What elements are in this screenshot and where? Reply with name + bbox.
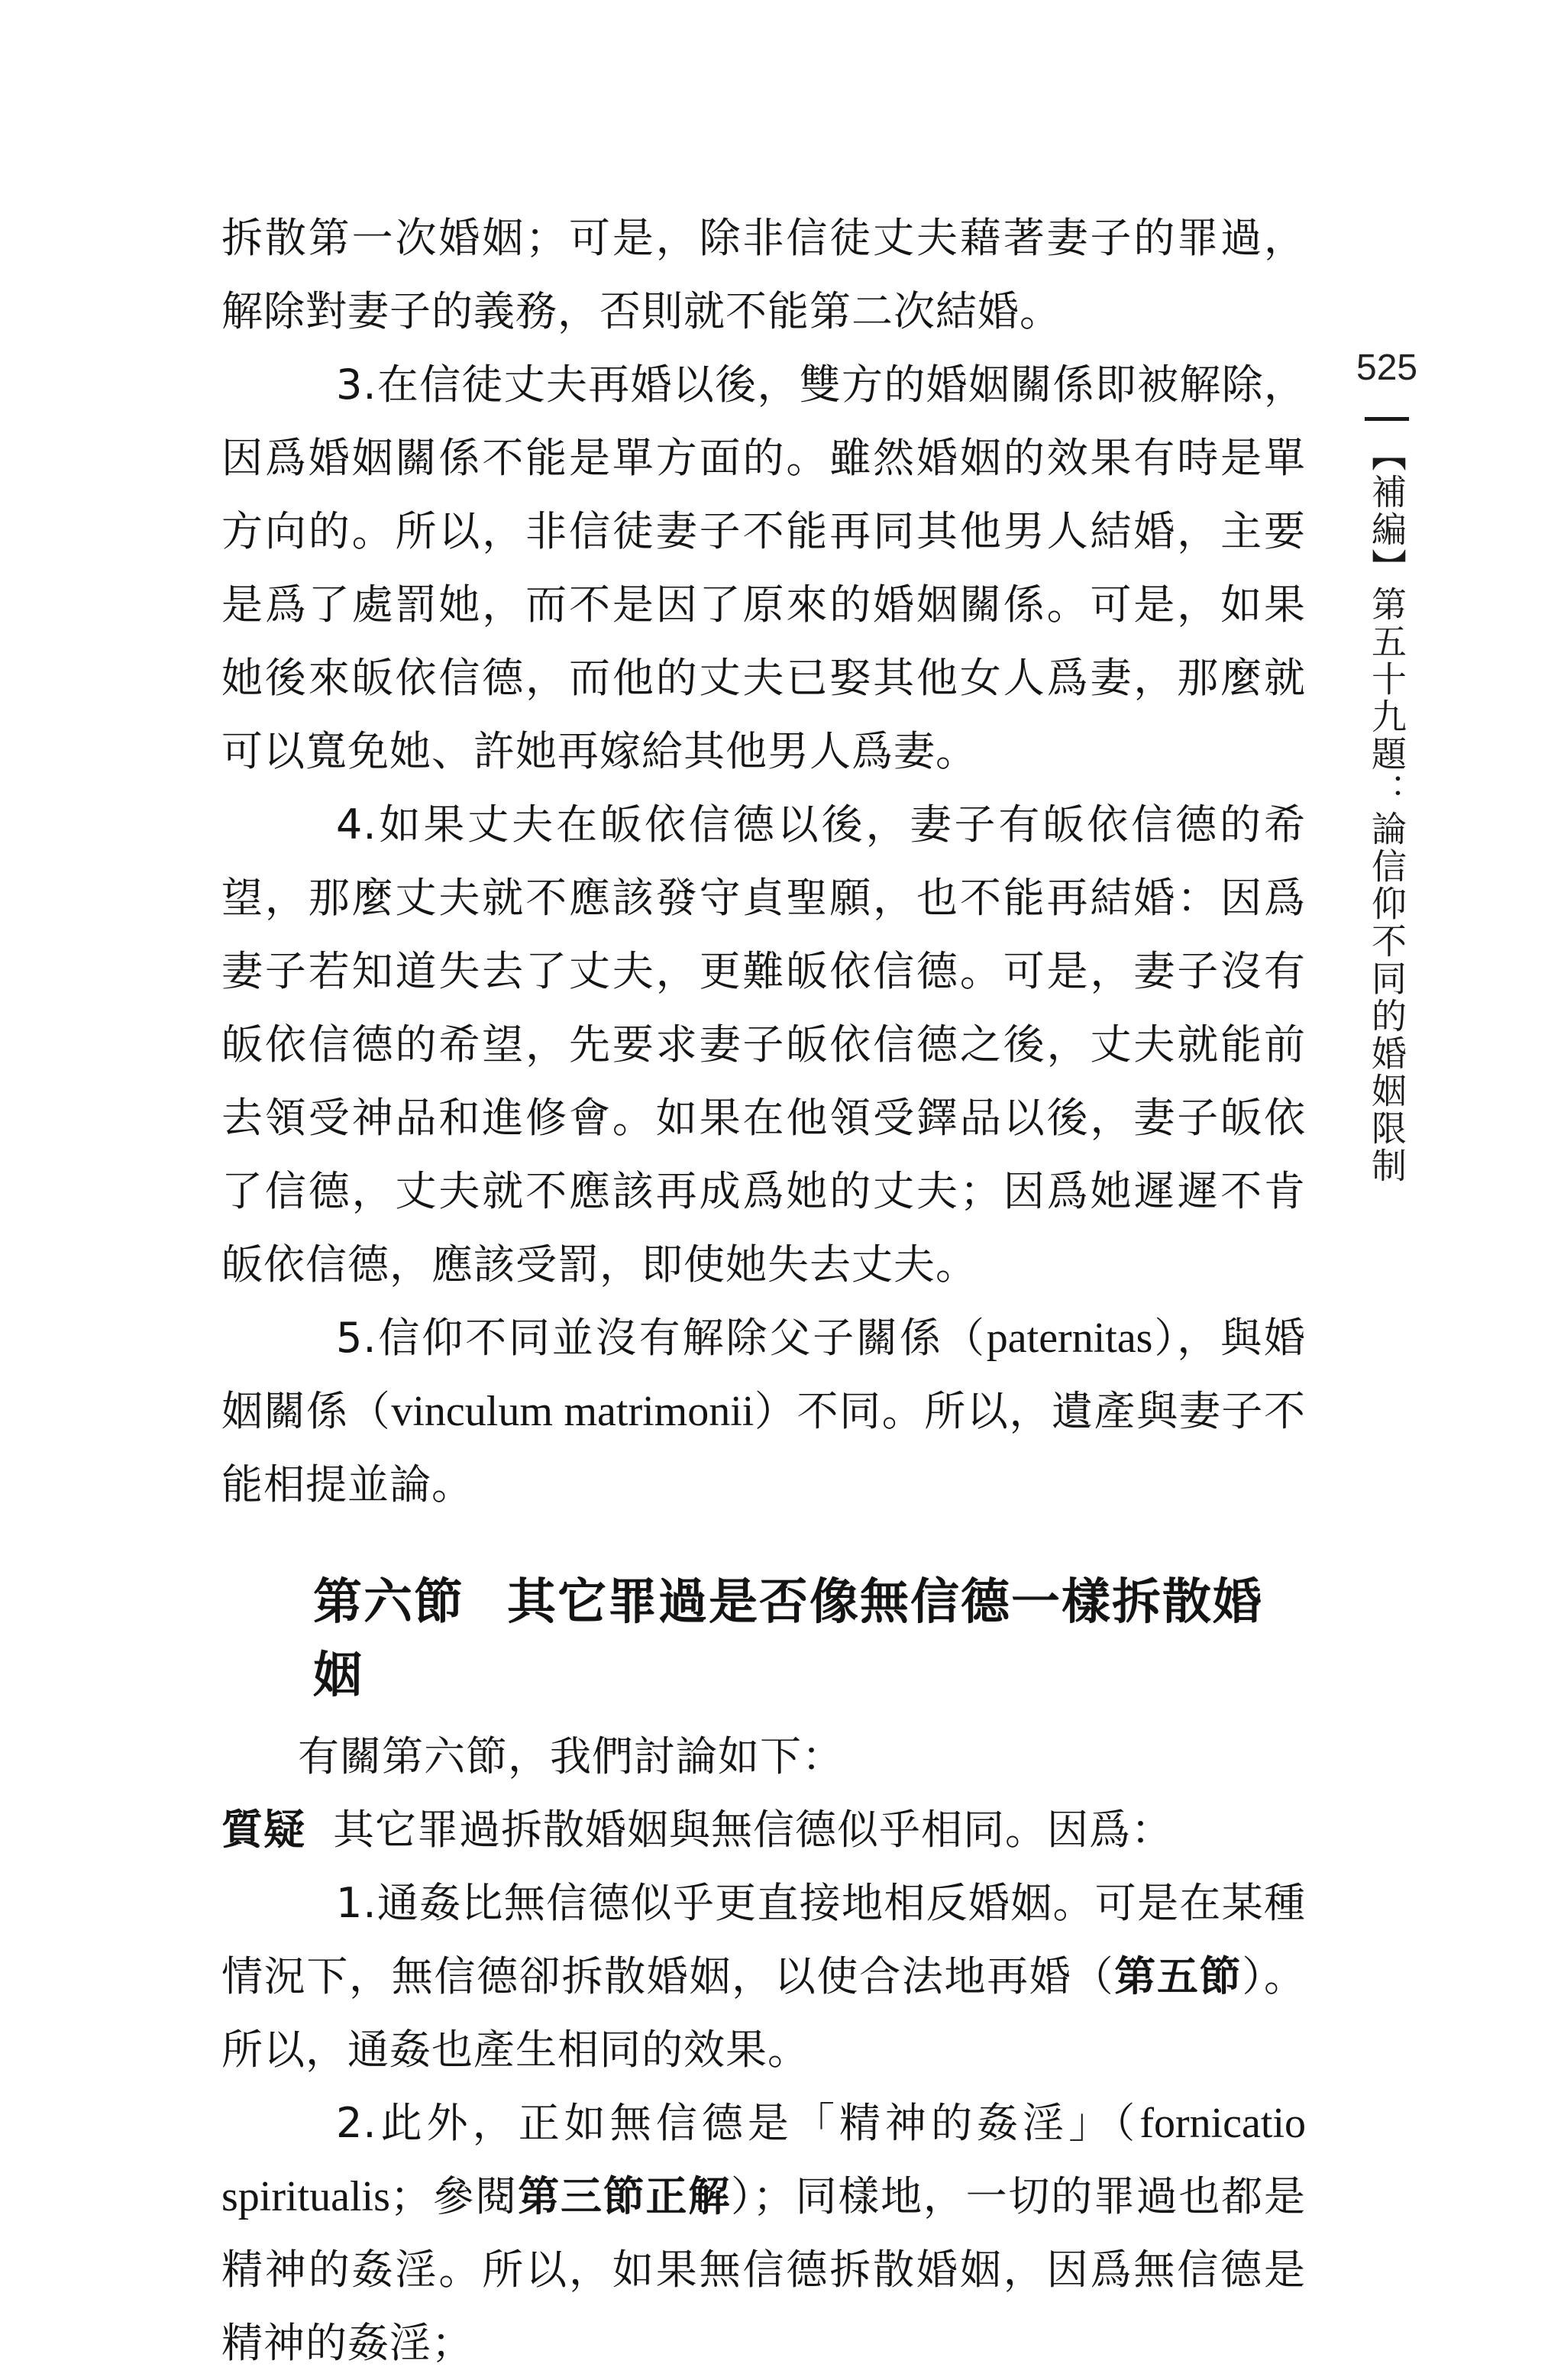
point-5-text-c: ）不同。所以，遺產與妻子不能相提並論。 xyxy=(221,1387,1307,1509)
objection-2-text-c: ）；同樣地，一切的罪過也都是精神的姦淫。所以，如果無信德拆散婚姻，因爲無信德是精神的姦淫； xyxy=(221,2172,1307,2367)
objection-1-text-a: 1.通姦比無信德似乎更直接地相反婚姻。可是在某種情況下，無信德卻拆散婚姻，以使合法地再婚（ xyxy=(221,1879,1306,2000)
objection-1-reference: 第五節 xyxy=(1114,1952,1242,2000)
main-text xyxy=(221,202,1306,2380)
margin-rule xyxy=(1365,417,1409,421)
objection-1-text-b: ）。所以，通姦也產生相同的效果。 xyxy=(221,1952,1307,2074)
point-5-text-a: 5.信仰不同並沒有解除父子關係（ xyxy=(336,1314,987,1362)
objection-line xyxy=(221,1793,1306,1867)
page-margin xyxy=(1356,345,1417,1185)
objection-2-text-a: 2.此外，正如無信德是「精神的姦淫」（ xyxy=(336,2099,1140,2147)
paragraph-point-3: 3.在信徒丈夫再婚以後，雙方的婚姻關係即被解除，因爲婚姻關係不能是單方面的。雖然婚姻的效果有時是單方向的。所以，非信徒妻子不能再同其他男人結婚，主要是爲了處罰她，而不是因了原來的婚姻關係。可是，如果她後來皈依信德，而他的丈夫已娶其他女人爲妻，那麼就可以寬免她、許她再嫁給其他男人爲妻。 xyxy=(221,361,1306,775)
section-number: 第六節 xyxy=(313,1573,464,1631)
section-title: 其它罪過是否像無信德一樣拆散婚姻 xyxy=(313,1573,1263,1704)
objection-point-1 xyxy=(221,1867,1306,2087)
objection-2-reference: 第三節正解 xyxy=(518,2172,732,2220)
objection-point-2 xyxy=(221,2087,1306,2380)
paragraph-point-4: 4.如果丈夫在皈依信德以後，妻子有皈依信德的希望，那麼丈夫就不應該發守貞聖願，也不能再結婚：因爲妻子若知道失去了丈夫，更難皈依信德。可是，妻子沒有皈依信德的希望，先要求妻子皈依信德之後，丈夫就能前去領受神品和進修會。如果在他領受鐸品以後，妻子皈依了信德，丈夫就不應該再成爲她的丈夫；因爲她遲遲不肯皈依信德，應該受罰，即使她失去丈夫。 xyxy=(221,800,1306,1289)
paragraph-continuation: 拆散第一次婚姻；可是，除非信徒丈夫藉著妻子的罪過，解除對妻子的義務，否則就不能第二次結婚。 xyxy=(221,214,1306,335)
section-intro: 有關第六節，我們討論如下： xyxy=(298,1732,844,1780)
latin-term-fornicatio: fornicatio spiritualis xyxy=(221,2100,1306,2220)
running-header: 【補編】第五十九題：論信仰不同的婚姻限制 xyxy=(1366,436,1407,1185)
section-heading xyxy=(221,1566,1306,1712)
point-5-text-b: ），與婚姻關係（ xyxy=(221,1314,1307,1435)
page-number: 525 xyxy=(1356,348,1418,388)
latin-term-paternitas: paternitas xyxy=(986,1314,1153,1362)
objection-label: 質疑 xyxy=(221,1806,305,1854)
objection-text: 其它罪過拆散婚姻與無信德似乎相同。因爲： xyxy=(333,1806,1173,1854)
latin-term-vinculum: vinculum matrimonii xyxy=(391,1388,755,1435)
objection-2-text-b: ；參閱 xyxy=(389,2172,519,2220)
paragraph-point-5 xyxy=(221,1302,1306,1521)
